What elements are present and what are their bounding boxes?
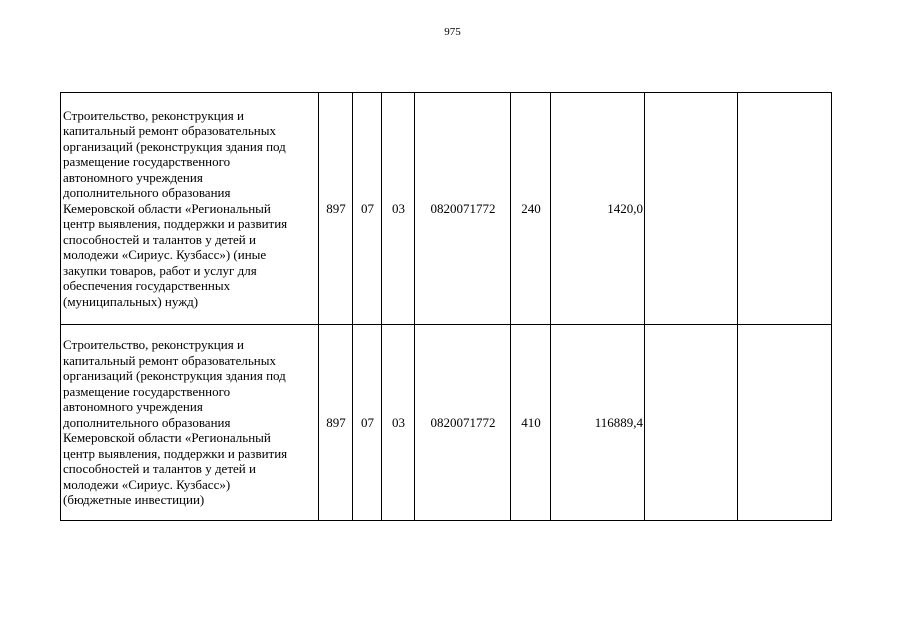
expense-name-line: размещение государственного — [63, 154, 231, 170]
expense-name-line: молодежи «Сириус. Кузбасс») (иные — [63, 247, 267, 263]
expense-name-line: закупки товаров, работ и услуг для — [63, 262, 257, 278]
empty-amount-cell — [645, 93, 738, 325]
expense-name-line: капитальный ремонт образовательных — [63, 123, 276, 139]
expense-name-line: Строительство, реконструкция и — [63, 107, 244, 123]
expense-name-line: (бюджетные инвестиции) — [63, 492, 205, 508]
target-article-cell: 0820071772 — [415, 93, 511, 325]
expense-type-cell: 240 — [511, 93, 551, 325]
expense-name-cell — [61, 93, 319, 325]
expense-name-line: дополнительного образования — [63, 414, 231, 430]
empty-amount-cell — [738, 325, 832, 521]
ministry-code-cell: 897 — [319, 93, 353, 325]
empty-amount-cell — [645, 325, 738, 521]
page-number: 975 — [444, 26, 461, 38]
expense-name-line: способностей и талантов у детей и — [63, 461, 256, 477]
expense-name-line: организаций (реконструкция здания под — [63, 138, 286, 154]
expense-type-cell: 410 — [511, 325, 551, 521]
expense-name-line: капитальный ремонт образовательных — [63, 352, 276, 368]
table-row — [61, 325, 832, 521]
ministry-code-cell: 897 — [319, 325, 353, 521]
expense-name-cell — [61, 325, 319, 521]
expense-name-line: организаций (реконструкция здания под — [63, 368, 286, 384]
section-code-cell: 07 — [353, 93, 382, 325]
expense-name-line: Кемеровской области «Региональный — [63, 430, 271, 446]
expense-name-line: способностей и талантов у детей и — [63, 231, 256, 247]
expense-name-line: центр выявления, поддержки и развития — [63, 445, 288, 461]
target-article-cell: 0820071772 — [415, 325, 511, 521]
empty-amount-cell — [738, 93, 832, 325]
expense-name-line: центр выявления, поддержки и развития — [63, 216, 288, 232]
amount-cell: 1420,0 — [551, 93, 645, 325]
subsection-code-cell: 03 — [382, 93, 415, 325]
expense-name-line: молодежи «Сириус. Кузбасс») — [63, 476, 231, 492]
amount-cell: 116889,4 — [551, 325, 645, 521]
expense-name-line: размещение государственного — [63, 383, 231, 399]
expense-name-line: обеспечения государственных — [63, 278, 231, 294]
budget-table — [60, 92, 832, 521]
section-code-cell: 07 — [353, 325, 382, 521]
expense-name-line: Кемеровской области «Региональный — [63, 200, 271, 216]
expense-name-line: автономного учреждения — [63, 399, 203, 415]
table-row — [61, 93, 832, 325]
expense-name-line: Строительство, реконструкция и — [63, 337, 244, 353]
expense-name-line: дополнительного образования — [63, 185, 231, 201]
expense-name-line: (муниципальных) нужд) — [63, 293, 199, 309]
subsection-code-cell: 03 — [382, 325, 415, 521]
expense-name-line: автономного учреждения — [63, 169, 203, 185]
